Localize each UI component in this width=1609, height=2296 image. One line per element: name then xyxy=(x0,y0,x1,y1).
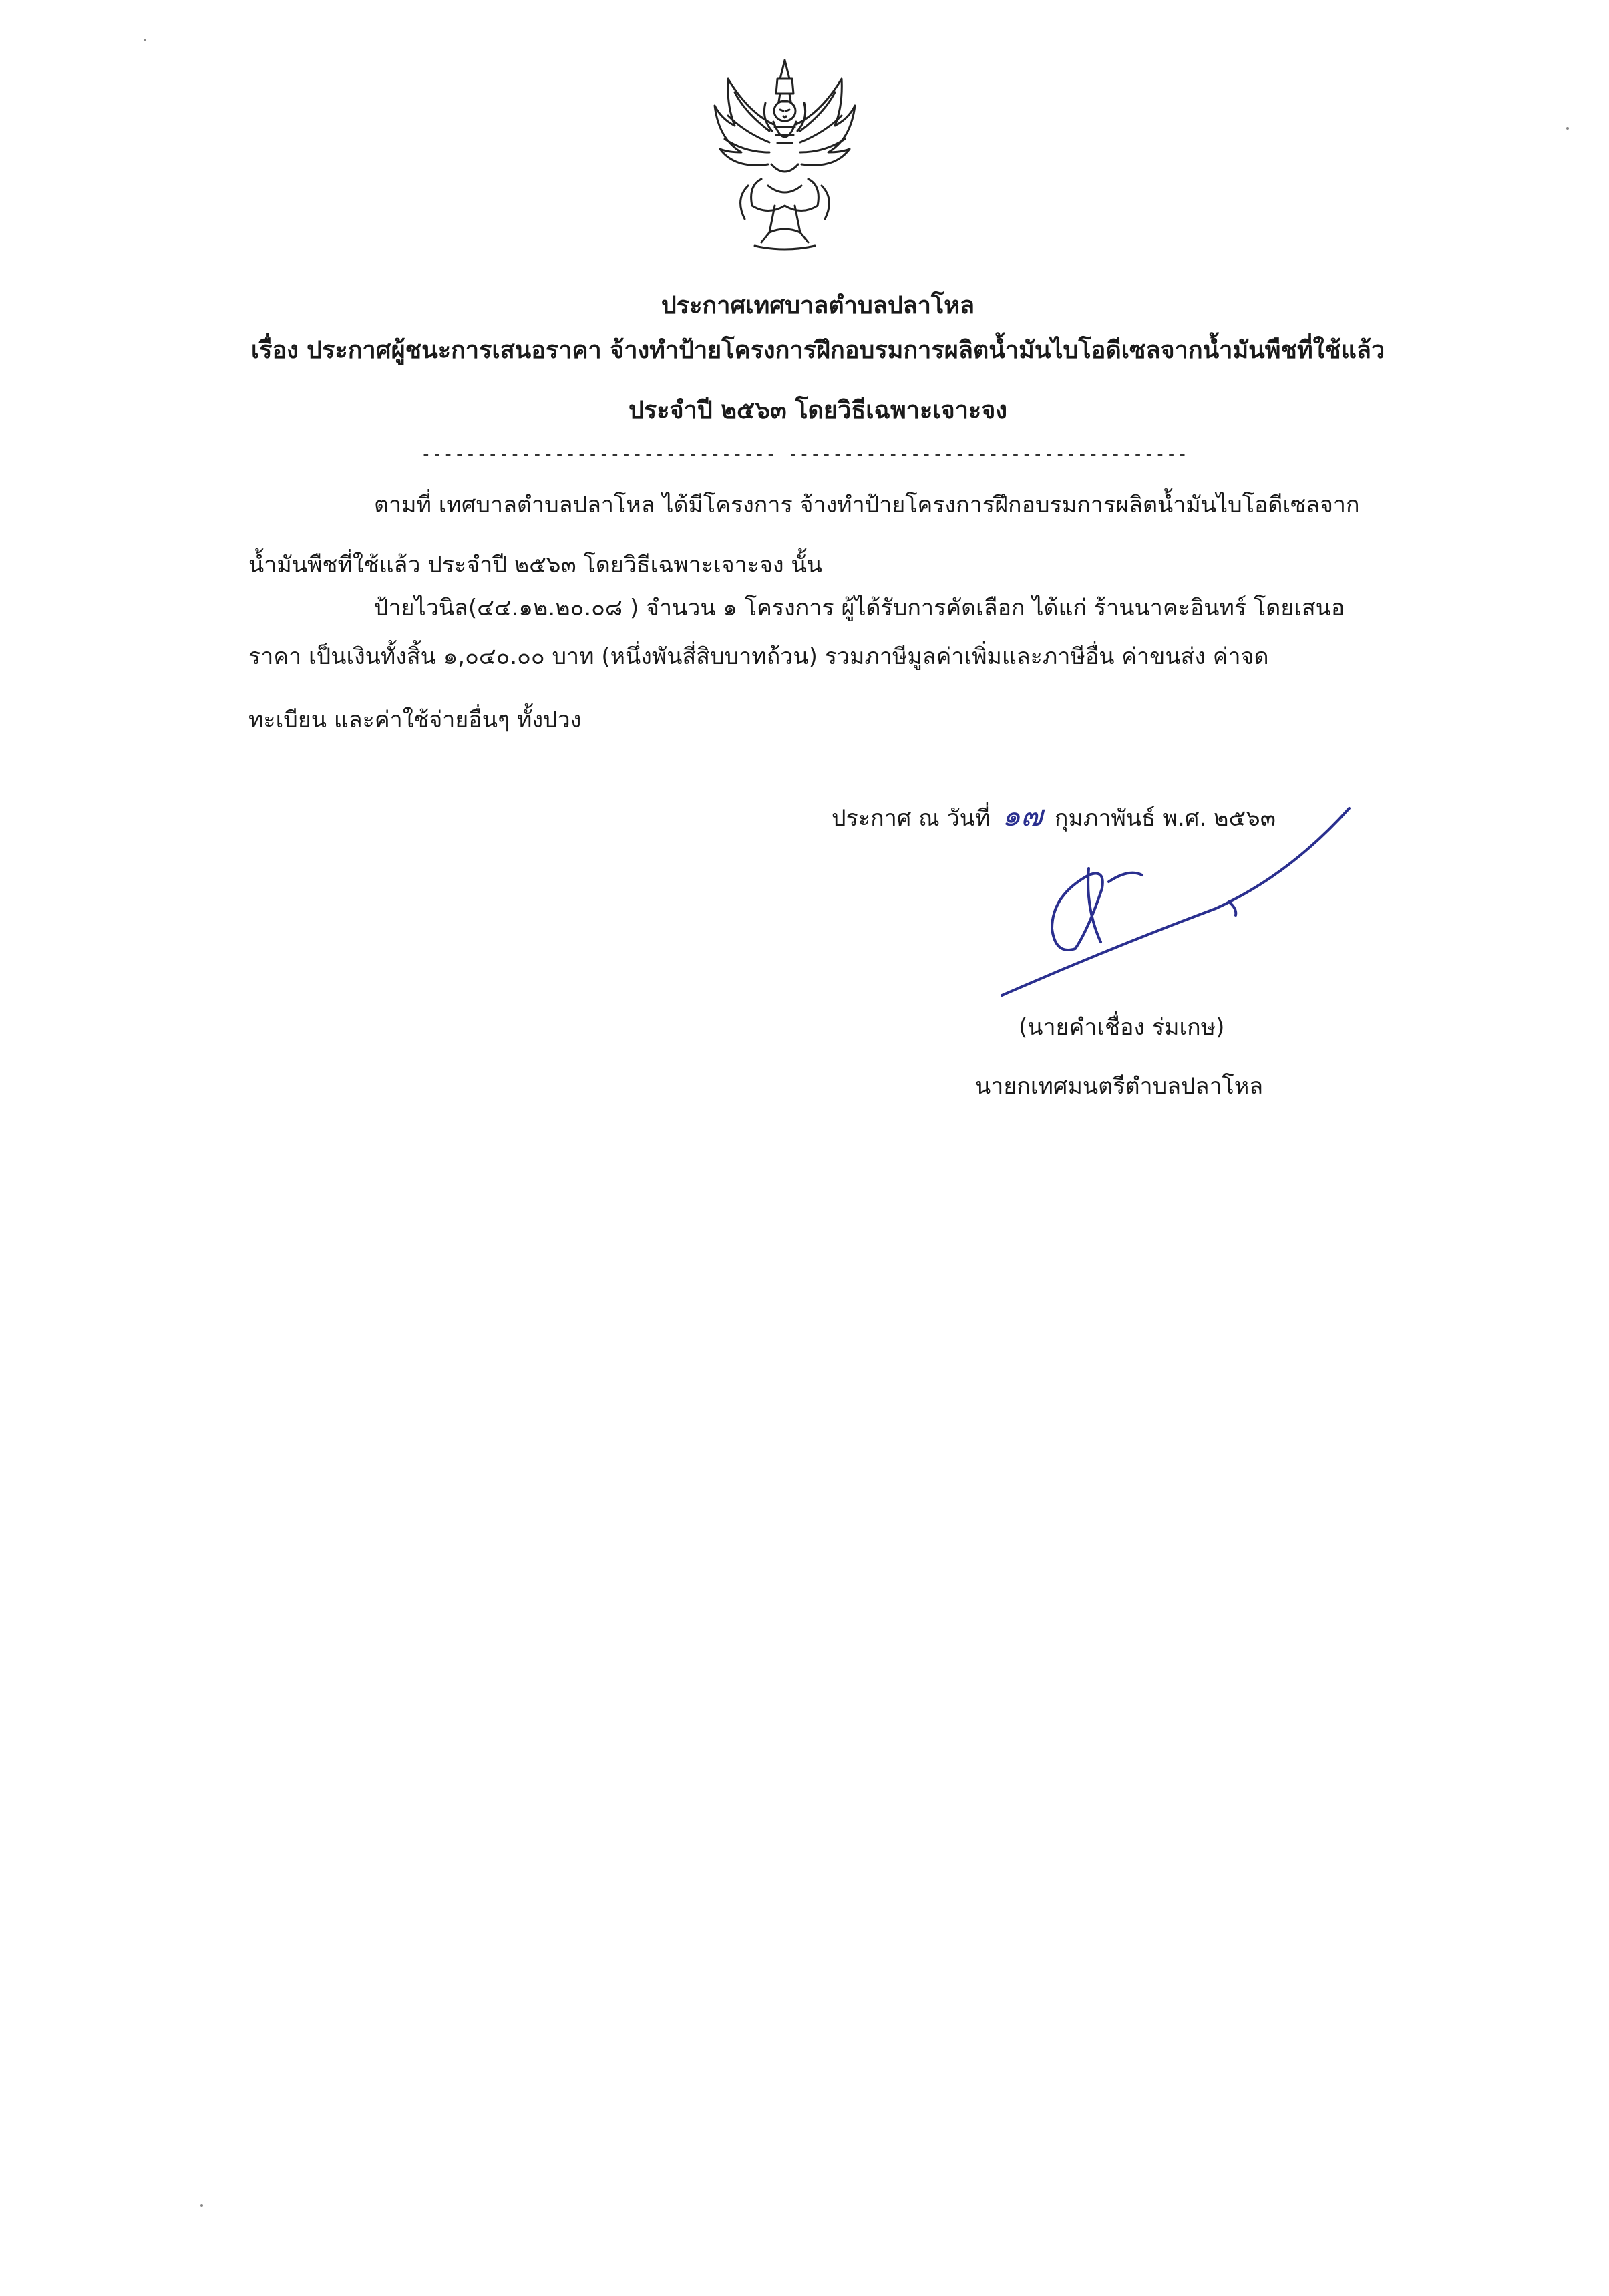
body-line-3: ป้ายไวนิล(๔๔.๑๒.๒๐.๐๘ ) จำนวน ๑ โครงการ ผู้ได้รับการคัดเลือก ได้แก่ ร้านนาคะอินทร์ โดยเสนอ xyxy=(374,595,1345,621)
body-line-4: ราคา เป็นเงินทั้งสิ้น ๑,๐๔๐.๐๐ บาท (หนึ่งพันสี่สิบบาทถ้วน) รวมภาษีมูลค่าเพิ่มและภาษีอื่น ค่าขนส่ง ค่าจด xyxy=(248,643,1269,670)
document-title: ประกาศเทศบาลตำบลปลาโหล xyxy=(661,292,975,319)
announcement-month-year: กุมภาพันธ์ พ.ศ. ๒๕๖๓ xyxy=(1054,805,1276,832)
document-subject-year: ประจำปี ๒๕๖๓ โดยวิธีเฉพาะเจาะจง xyxy=(629,397,1007,424)
signature-icon xyxy=(989,795,1363,1009)
handwritten-day: ๑๗ xyxy=(1002,799,1043,833)
document-subject: เรื่อง ประกาศผู้ชนะการเสนอราคา จ้างทำป้ายโครงการฝึกอบรมการผลิตน้ำมันไบโอดีเซลจากน้ำมันพืชที่ใช้แล้ว xyxy=(250,337,1385,364)
signer-name: (นายคำเชื่อง ร่มเกษ) xyxy=(1019,1014,1225,1041)
scan-speck xyxy=(1566,127,1569,130)
announcement-prefix: ประกาศ ณ วันที่ xyxy=(832,805,991,832)
scan-speck xyxy=(144,39,146,41)
garuda-emblem-icon xyxy=(708,52,862,259)
separator-line: -------------------------------- ------------------------------------ xyxy=(420,444,1189,464)
body-line-5: ทะเบียน และค่าใช้จ่ายอื่นๆ ทั้งปวง xyxy=(248,707,582,733)
signer-position: นายกเทศมนตรีตำบลปลาโหล xyxy=(975,1073,1264,1100)
scan-speck xyxy=(200,2204,203,2207)
body-line-1: ตามที่ เทศบาลตำบลปลาโหล ได้มีโครงการ จ้างทำป้ายโครงการฝึกอบรมการผลิตน้ำมันไบโอดีเซลจาก xyxy=(374,492,1360,518)
body-line-2: น้ำมันพืชที่ใช้แล้ว ประจำปี ๒๕๖๓ โดยวิธีเฉพาะเจาะจง นั้น xyxy=(248,552,822,579)
